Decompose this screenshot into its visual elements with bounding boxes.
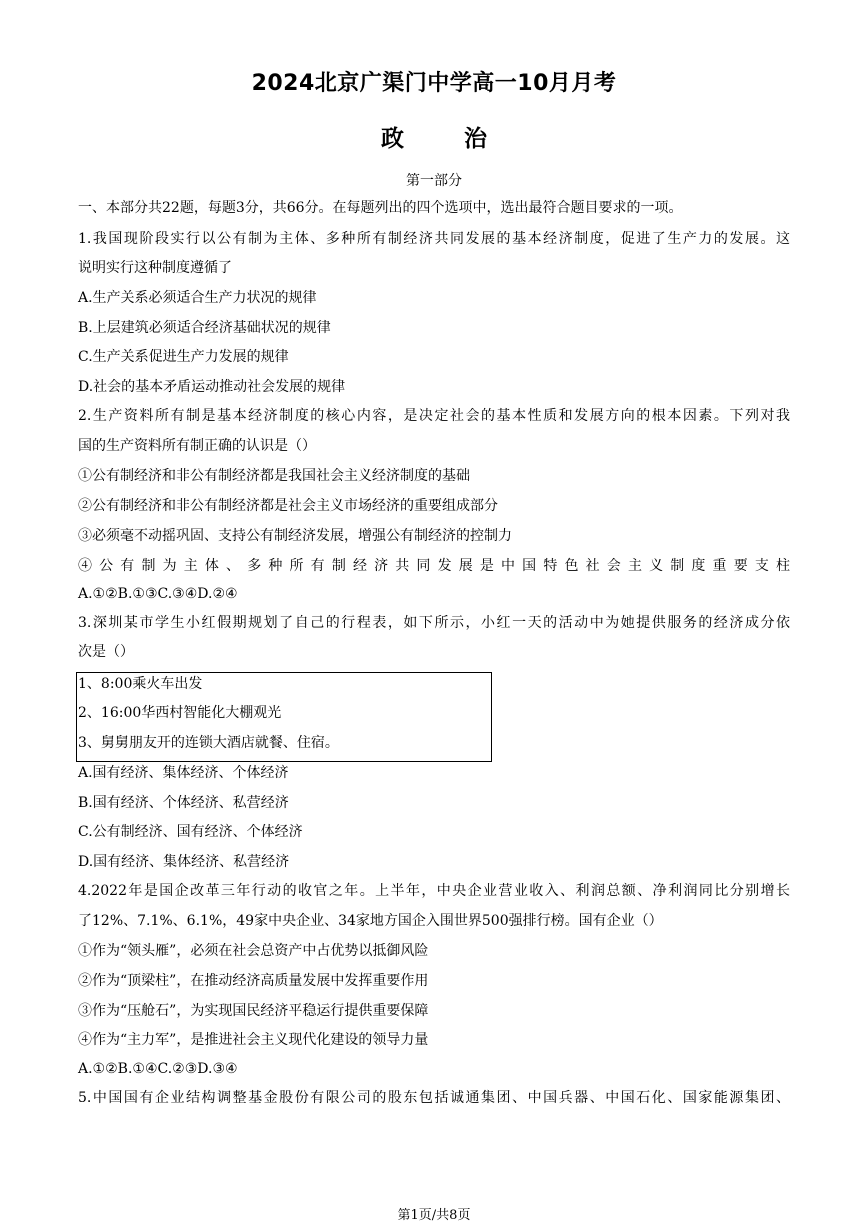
q2-options: A.①②B.①③C.③④D.②④ xyxy=(78,586,238,602)
q1-option-a: A.生产关系必须适合生产力状况的规律 xyxy=(78,290,317,306)
q4-statement-3: ③作为“压舱石”，为实现国民经济平稳运行提供重要保障 xyxy=(78,1003,429,1019)
page-number: 第1页/共8页 xyxy=(397,1208,471,1223)
q4-stem-line1: 4.2022年是国企改革三年行动的收官之年。上半年，中央企业营业收入、利润总额、净利润同比分别增长 xyxy=(78,883,790,899)
instructions: 一、本部分共22题，每题3分，共66分。在每题列出的四个选项中，选出最符合题目要求的一项。 xyxy=(78,200,683,216)
q5-stem-line1: 5.中国国有企业结构调整基金股份有限公司的股东包括诚通集团、中国兵器、中国石化、国家能源集团、 xyxy=(78,1090,790,1106)
q4-statement-1: ①作为“领头雁”，必须在社会总资产中占优势以抵御风险 xyxy=(78,943,429,959)
q1-stem-line1: 1.我国现阶段实行以公有制为主体、多种所有制经济共同发展的基本经济制度，促进了生产力的发展。这 xyxy=(78,231,790,247)
q3-option-c: C.公有制经济、国有经济、个体经济 xyxy=(78,824,303,840)
q1-option-d: D.社会的基本矛盾运动推动社会发展的规律 xyxy=(78,379,346,395)
q4-statement-4: ④作为“主力军”，是推进社会主义现代化建设的领导力量 xyxy=(78,1032,429,1048)
schedule-item-1: 1、8:00乘火车出发 xyxy=(78,676,203,692)
q1-stem-line2: 说明实行这种制度遵循了 xyxy=(78,260,232,276)
section-heading: 第一部分 xyxy=(406,173,462,189)
subject-heading: 政治 xyxy=(381,126,547,152)
q2-statement-3: ③必须毫不动摇巩固、支持公有制经济发展，增强公有制经济的控制力 xyxy=(78,528,512,544)
q3-option-a: A.国有经济、集体经济、个体经济 xyxy=(78,765,289,781)
q3-stem-line2: 次是（） xyxy=(78,644,134,660)
q4-statement-2: ②作为“顶梁柱”，在推动经济高质量发展中发挥重要作用 xyxy=(78,973,429,989)
q3-option-b: B.国有经济、个体经济、私营经济 xyxy=(78,795,289,811)
q2-stem-line1: 2.生产资料所有制是基本经济制度的核心内容，是决定社会的基本性质和发展方向的根本因素。下列对我 xyxy=(78,408,790,424)
q1-option-c: C.生产关系促进生产力发展的规律 xyxy=(78,349,289,365)
q2-stem-line2: 国的生产资料所有制正确的认识是（） xyxy=(78,438,316,454)
schedule-item-3: 3、舅舅朋友开的连锁大酒店就餐、住宿。 xyxy=(78,735,339,751)
q2-statement-4: ④公有制为主体、多种所有制经济共同发展是中国特色社会主义制度重要支柱 xyxy=(78,558,790,574)
q4-options: A.①②B.①④C.②③D.③④ xyxy=(78,1061,238,1077)
q2-statement-2: ②公有制经济和非公有制经济都是社会主义市场经济的重要组成部分 xyxy=(78,498,498,514)
q2-statement-1: ①公有制经济和非公有制经济都是我国社会主义经济制度的基础 xyxy=(78,468,470,484)
q4-stem-line2: 了12%、7.1%、6.1%，49家中央企业、34家地方国企入围世界500强排行榜。国有企业（） xyxy=(78,913,663,929)
schedule-item-2: 2、16:00华西村智能化大棚观光 xyxy=(78,705,282,721)
q3-stem-line1: 3.深圳某市学生小红假期规划了自己的行程表，如下所示，小红一天的活动中为她提供服务的经济成分依 xyxy=(78,615,790,631)
document-title: 2024北京广渠门中学高一10月月考 xyxy=(251,71,617,96)
q1-option-b: B.上层建筑必须适合经济基础状况的规律 xyxy=(78,320,331,336)
q3-option-d: D.国有经济、集体经济、私营经济 xyxy=(78,854,290,870)
